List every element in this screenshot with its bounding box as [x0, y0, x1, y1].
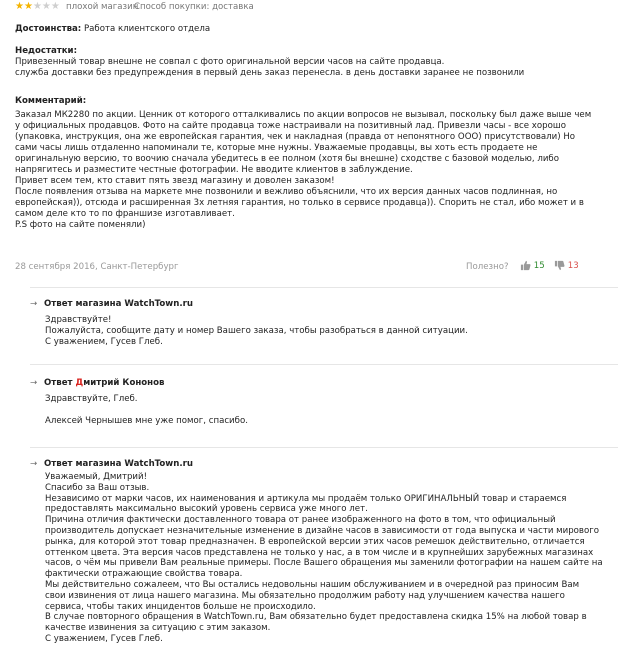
thumb-down-icon [554, 260, 565, 271]
comment-line: Заказал МК2280 по акции. Ценник от которого отталкивались по акции вопросов не вызывал, поскольку был даже выше чем [15, 110, 592, 120]
reply-line: В случае повторного обращения в WatchTown.ru, Вам обязательно будет предоставлена скидка 15% на любой товар в [45, 612, 587, 623]
reply-arrow-icon: → [30, 378, 38, 388]
review-date-location: 28 сентября 2016, Санкт-Петербург [15, 262, 179, 272]
helpful-label: Полезно? [466, 262, 509, 272]
reply-arrow-icon: → [30, 299, 38, 309]
reply-prefix: Ответ магазина [44, 299, 122, 309]
reply-line: свои извинения от лица нашего магазина. Мы обязательно продолжим работу над улучшением качества нашего [45, 590, 565, 601]
reply-header [30, 378, 618, 389]
purchase-method-label: Способ покупки: [134, 2, 210, 12]
star-empty-icon: ★ [50, 1, 60, 12]
dislike-button[interactable] [554, 260, 579, 272]
reply-line: С уважением, Гусев Глеб. [45, 337, 163, 347]
comment-line: самом деле кто то по франшизе изготавливает. [15, 209, 235, 219]
star-icon: ★ [15, 1, 24, 12]
reply-line: Уважаемый, Дмитрий! [45, 472, 148, 482]
reply-line: Независимо от марки часов, их наименования и артикула мы продаём только ОРИГИНАЛЬНЫЙ товар и стараемся [45, 493, 567, 504]
reply-prefix: Ответ [44, 378, 73, 388]
like-button[interactable] [520, 260, 545, 272]
reply-author[interactable]: WatchTown.ru [124, 459, 193, 469]
divider [30, 447, 618, 448]
star-empty-icon: ★ [32, 1, 42, 12]
comment-line: европейская)), отсюда и расширенная 3х летняя гарантия, но только в сервисе продавца)). Спорить не стал, ибо может и в [15, 198, 584, 208]
reply-header [30, 459, 618, 470]
reply-shop-2 [30, 459, 618, 645]
reply-line: Пожалуйста, сообщите дату и номер Вашего заказа, чтобы разобраться в данной ситуации. [45, 326, 468, 336]
comment-line: оригинальную версию, то воочию сначала убедитесь в ее полном (хотя бы внешне) сходстве с базовой моделью, либо [15, 154, 559, 164]
divider [30, 364, 618, 365]
reply-line: Здравствуйте, Глеб. [45, 394, 138, 404]
reply-line: С уважением, Гусев Глеб. [45, 633, 163, 644]
cons [15, 46, 618, 79]
dislike-count: 13 [567, 261, 579, 271]
comment-line: напрягитесь и разместите честные фотографии. Не вводите клиентов в заблуждение. [15, 165, 413, 175]
reply-line: оттенком цвета. Эта версия часов представлена не только у нас, а в том числе и в крупнейших зарубежных магазинах [45, 547, 594, 558]
cons-label: Недостатки: [15, 46, 78, 56]
comment-line: (упаковка, инструкция, она же европейская гарантия, чек и накладная (правда от непонятного ООО) присутствовали) Но [15, 132, 576, 142]
comment-label: Комментарий: [15, 96, 87, 106]
purchase-method-value: доставка [212, 2, 254, 12]
author-rest: митрий Кононов [83, 378, 165, 388]
reply-line: рынка, для которой этот товар предназначен. В европейской версии этих часов ремешок действительно, отличается [45, 536, 585, 547]
pros-text: Работа клиентского отдела [83, 24, 211, 34]
cons-line: служба доставки без предупреждения в первый день заказ перенесла. в день доставки заранее не позвонили [15, 68, 525, 78]
rating-text: плохой магазин [66, 2, 139, 12]
reply-user [30, 378, 618, 427]
reply-author[interactable] [76, 378, 165, 388]
like-count: 15 [533, 261, 545, 271]
reply-line: сервиса, чтобы таких инцидентов больше не происходило. [45, 601, 316, 612]
reply-line: Алексей Чернышев мне уже помог, спасибо. [45, 416, 248, 426]
comment-line: Привет всем тем, кто ставит пять звезд магазину и доволен заказом! [15, 176, 335, 186]
helpful-block [466, 260, 618, 274]
reply-line: фактически отражающие свойства товара. [45, 569, 243, 580]
pros-label: Достоинства: [15, 24, 82, 34]
pros [15, 24, 618, 35]
cons-line: Привезенный товар внешне не совпал с фото оригинальной версии часов на сайте продавца. [15, 57, 445, 67]
divider [30, 287, 618, 288]
reply-line: Здравствуйте! [45, 315, 112, 325]
comment-line: После появления отзыва на маркете мне позвонили и вежливо объяснили, что их версия данных часов подлинная, но [15, 187, 558, 197]
reply-header [30, 299, 618, 310]
comment [15, 96, 618, 231]
purchase-method [134, 2, 254, 13]
reply-line: часов, о чём мы привели Вам реальные примеры. После Вашего обращения мы заменили фотографии на нашем сайте на [45, 558, 603, 569]
reply-author[interactable]: WatchTown.ru [124, 299, 193, 309]
comment-line: P.S фото на сайте поменяли) [15, 220, 146, 230]
reply-arrow-icon: → [30, 459, 38, 469]
reply-shop-1 [30, 299, 618, 348]
author-initial: Д [75, 378, 84, 388]
reply-line: Спасибо за Ваш отзыв. [45, 482, 150, 493]
reply-line [45, 405, 618, 416]
comment-line: сами часы лишь отдаленно напоминали те, которые мне нужны. Уважаемые продавцы, вы хоть есть продаете не [15, 143, 538, 153]
comment-line: у официальных продавцов. Фото на сайте продавца тоже настраивали на позитивный лад. Привезли часы - все хорошо [15, 121, 566, 131]
reply-line: предоставлять максимально высокий уровень сервиса уже много лет. [45, 504, 368, 515]
rating-stars [15, 1, 60, 12]
star-icon: ★ [23, 1, 33, 12]
reply-line: Причина отличия фактически доставленного товара от ранее изображенного на фото в том, что официальный [45, 515, 556, 526]
thumb-up-icon [520, 260, 531, 271]
star-empty-icon: ★ [41, 1, 51, 12]
reply-prefix: Ответ магазина [44, 459, 122, 469]
reply-line: производитель допускает незначительные изменение в дизайне часов в зависимости от года выпуска и части мирового [45, 525, 600, 536]
reply-line: качестве извинения за ситуацию с этим заказом. [45, 623, 271, 634]
reply-line: Мы действительно сожалеем, что Вы остались недовольны нашим обслуживанием и в очередной раз приносим Вам [45, 579, 580, 590]
